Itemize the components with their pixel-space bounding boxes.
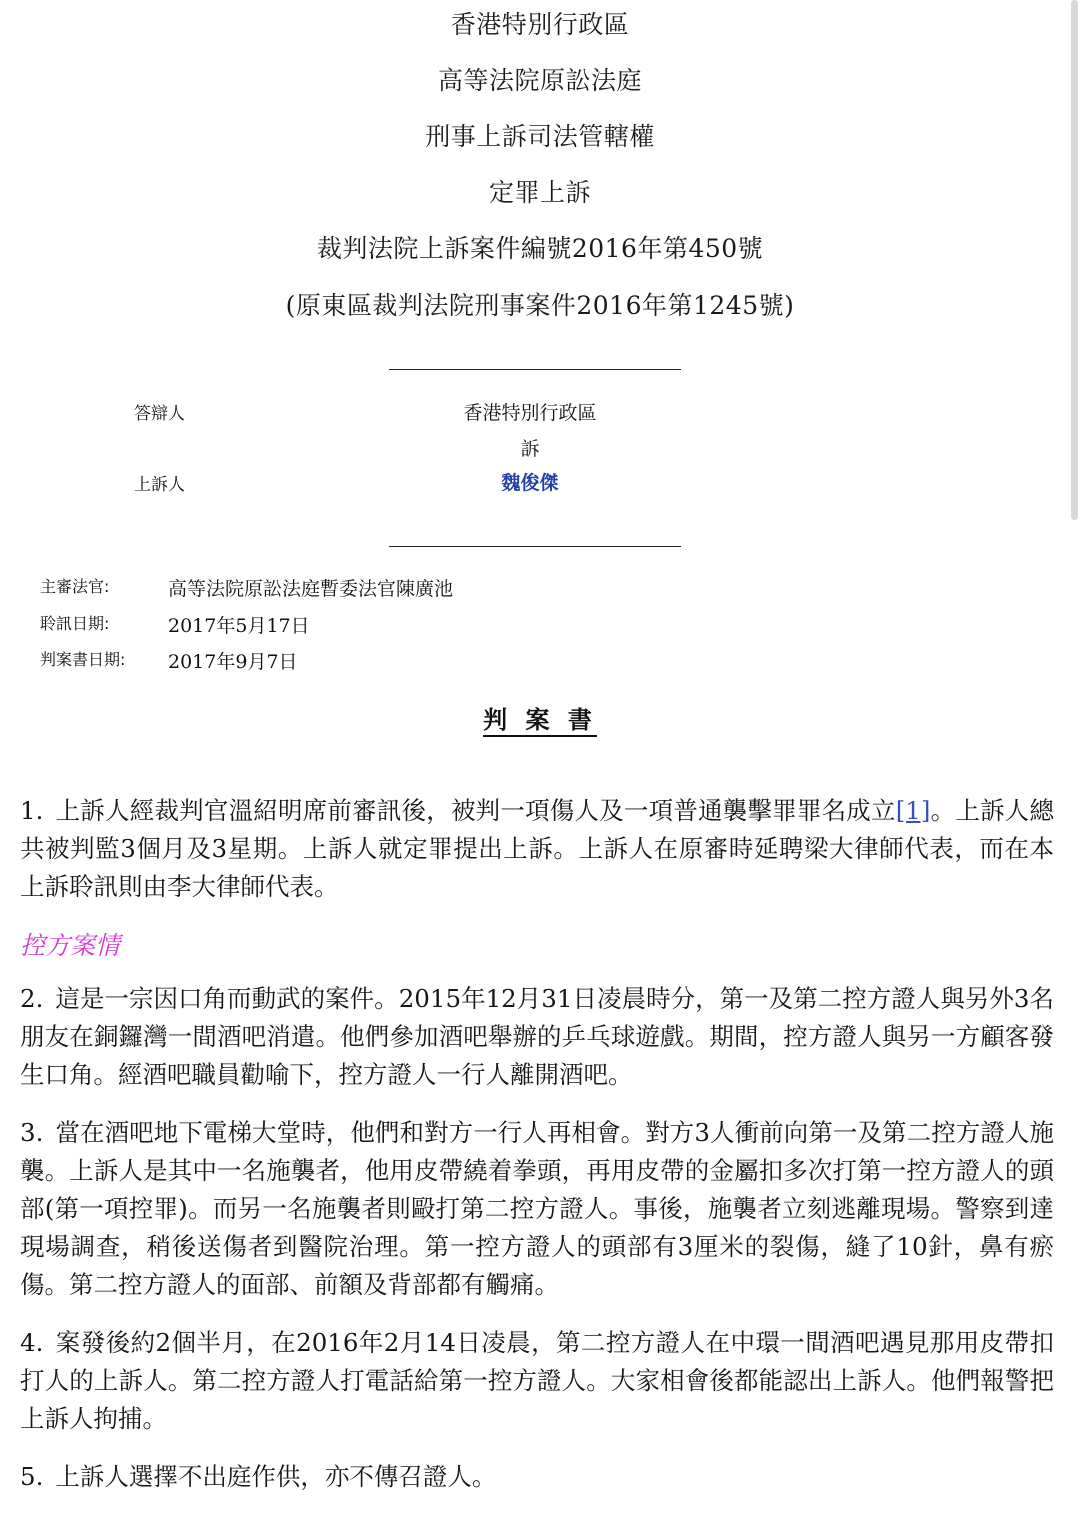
judgment-date-label: 判案書日期: bbox=[40, 650, 126, 669]
paragraph-text: 這是一宗因口角而動武的案件。2015年12月31日凌晨時分，第一及第二控方證人與另外3名朋友在銅鑼灣一間酒吧消遣。他們參加酒吧舉辦的乒乓球遊戲。期間，控方證人與另一方顧客發生口角。經酒吧職員勸喻下，控方證人一行人離開酒吧。 bbox=[20, 984, 1054, 1089]
original-case-number: (原東區裁判法院刑事案件2016年第1245號) bbox=[285, 291, 795, 320]
paragraph-number: 1. bbox=[20, 796, 44, 825]
paragraph-5 bbox=[20, 1458, 1054, 1496]
judge-label: 主審法官: bbox=[40, 577, 110, 596]
paragraph-text: 上訴人經裁判官溫紹明席前審訊後，被判一項傷人及一項普通襲擊罪罪名成立 bbox=[55, 796, 896, 825]
judge-value: 高等法院原訟法庭暫委法官陳廣池 bbox=[168, 578, 454, 600]
appeal-type: 定罪上訴 bbox=[488, 178, 591, 207]
paragraph-3 bbox=[20, 1114, 1054, 1304]
scrollbar[interactable] bbox=[1071, 0, 1078, 520]
case-number: 裁判法院上訴案件編號2016年第450號 bbox=[316, 234, 764, 263]
paragraph-4 bbox=[20, 1324, 1054, 1438]
paragraph-number: 4. bbox=[20, 1328, 44, 1357]
appellant-name: 魏俊傑 bbox=[501, 472, 559, 494]
section-heading-prosecution-case: 控方案情 bbox=[20, 931, 121, 960]
court-name: 高等法院原訟法庭 bbox=[437, 66, 642, 95]
judgment-date-value: 2017年9月7日 bbox=[168, 651, 298, 673]
paragraph-text: 當在酒吧地下電梯大堂時，他們和對方一行人再相會。對方3人衝前向第一及第二控方證人施襲。上訴人是其中一名施襲者，他用皮帶繞着拳頭，再用皮帶的金屬扣多次打第一控方證人的頭部(第一項控罪)。而另一名施襲者則毆打第二控方證人。事後，施襲者立刻逃離現場。警察到達現場調查，稍後送傷者到醫院治理。第一控方證人的頭部有3厘米的裂傷，縫了10針，鼻有瘀傷。第二控方證人的面部、前額及背部都有觸痛。 bbox=[20, 1118, 1054, 1299]
paragraph-2 bbox=[20, 980, 1054, 1094]
hearing-date-label: 聆訊日期: bbox=[40, 614, 110, 633]
paragraph-text: 案發後約2個半月，在2016年2月14日凌晨，第二控方證人在中環一間酒吧遇見那用皮帶扣打人的上訴人。第二控方證人打電話給第一控方證人。大家相會後都能認出上訴人。他們報警把上訴人拘捕。 bbox=[20, 1328, 1054, 1433]
court-region-title: 香港特別行政區 bbox=[450, 10, 630, 39]
paragraph-number: 5. bbox=[20, 1462, 44, 1491]
footnote-link[interactable]: [1] bbox=[895, 796, 931, 825]
versus: 訴 bbox=[520, 438, 540, 460]
paragraph-text: 上訴人選擇不出庭作供，亦不傳召證人。 bbox=[55, 1462, 497, 1491]
hearing-date-value: 2017年5月17日 bbox=[168, 615, 310, 637]
respondent-name: 香港特別行政區 bbox=[463, 402, 597, 424]
divider-bottom bbox=[389, 546, 681, 547]
respondent-role: 答辯人 bbox=[134, 404, 185, 424]
jurisdiction: 刑事上訴司法管轄權 bbox=[425, 122, 655, 151]
divider-top bbox=[389, 369, 681, 370]
paragraph-1 bbox=[20, 792, 1054, 906]
paragraph-number: 2. bbox=[20, 984, 44, 1013]
paragraph-number: 3. bbox=[20, 1118, 44, 1147]
document-title: 判 案 書 bbox=[0, 700, 1080, 735]
paragraph-text: 。上訴人總共被判監3個月及3星期。上訴人就定罪提出上訴。上訴人在原審時延聘梁大律師代表，而在本上訴聆訊則由李大律師代表。 bbox=[20, 796, 1055, 901]
appellant-role: 上訴人 bbox=[134, 475, 185, 495]
